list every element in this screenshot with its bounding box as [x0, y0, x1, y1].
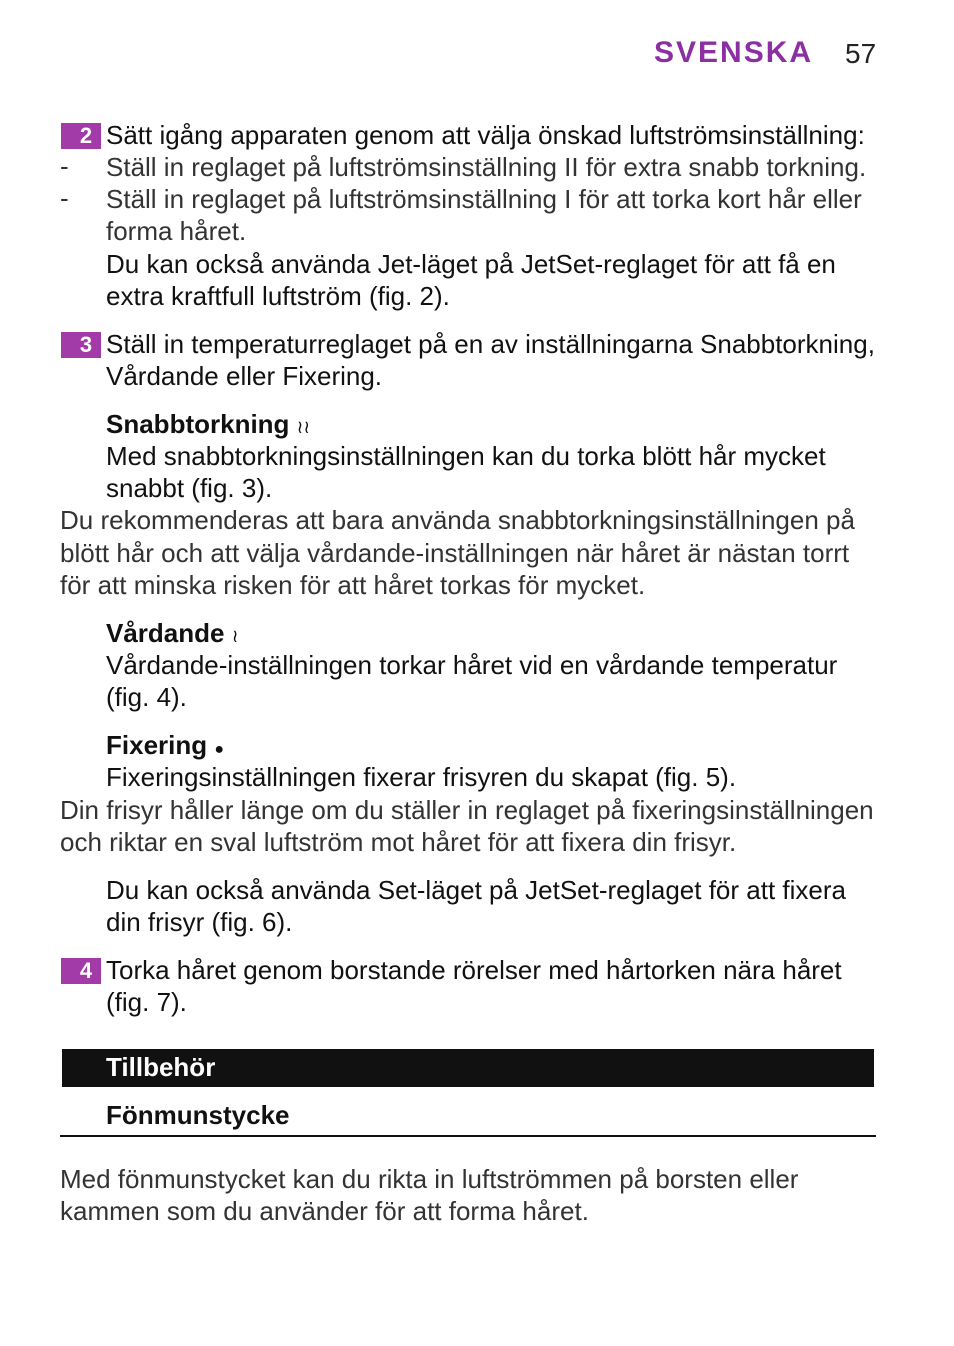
jet-note-line-1: Du kan också använda Jet-läget på JetSet-reglaget för att få en — [106, 249, 836, 279]
bullet-dash: - — [60, 183, 69, 213]
subsection-divider — [60, 1135, 876, 1137]
fix-hold-line-2: och riktar en sval luftström mot håret för att fixera din frisyr. — [60, 827, 737, 857]
page-number: 57 — [845, 38, 877, 69]
snabb-desc-line-1: Med snabbtorkningsinställningen kan du torka blött hår mycket — [106, 441, 826, 471]
step-badge-4: 4 — [61, 958, 101, 984]
recommend-line-3: för att minska risken för att håret torkas för mycket. — [60, 570, 646, 600]
closing-line-2: kammen som du använder för att forma håret. — [60, 1196, 589, 1226]
fix-desc-line-1: Fixeringsinställningen fixerar frisyren du skapat (fig. 5). — [106, 762, 737, 792]
step-4-line-2: (fig. 7). — [106, 987, 187, 1017]
double-wave-icon: ≀≀ — [296, 417, 311, 437]
bullet-2-line-1: Ställ in reglaget på luftströmsinställning I för att torka kort hår eller — [106, 184, 862, 214]
step-2-text: Sätt igång apparaten genom att välja önskad luftströmsinställning: — [106, 120, 865, 150]
step-badge-2: 2 — [61, 123, 101, 149]
vardande-heading: Vårdande ≀ — [106, 618, 239, 648]
step-3-line-1: Ställ in temperaturreglaget på en av inställningarna Snabbtorkning, — [106, 329, 875, 359]
fix-hold-line-1: Din frisyr håller länge om du ställer in reglaget på fixeringsinställningen — [60, 795, 874, 825]
bullet-1-line-1: Ställ in reglaget på luftströmsinställning II för extra snabb torkning. — [106, 152, 867, 182]
step-3-line-2: Vårdande eller Fixering. — [106, 361, 383, 391]
set-note-line-2: din frisyr (fig. 6). — [106, 907, 293, 937]
bullet-dash: - — [60, 151, 69, 181]
snabb-desc-line-2: snabbt (fig. 3). — [106, 473, 273, 503]
page-header-language: SVENSKA — [654, 36, 814, 69]
subsection-heading: Fönmunstycke — [106, 1100, 290, 1130]
jet-note-line-2: extra kraftfull luftström (fig. 2). — [106, 281, 450, 311]
bullet-2-line-2: forma håret. — [106, 216, 247, 246]
closing-line-1: Med fönmunstycket kan du rikta in luftströmmen på borsten eller — [60, 1164, 799, 1194]
recommend-line-2: blött hår och att välja vårdande-inställningen när håret är nästan torrt — [60, 538, 850, 568]
set-note-line-1: Du kan också använda Set-läget på JetSet-reglaget för att fixera — [106, 875, 846, 905]
vard-desc-line-1: Vårdande-inställningen torkar håret vid en vårdande temperatur — [106, 650, 838, 680]
snabbtorkning-heading: Snabbtorkning ≀≀ — [106, 409, 311, 439]
fixering-heading: Fixering ● — [106, 730, 225, 760]
section-title: Tillbehör — [106, 1052, 216, 1082]
step-badge-3: 3 — [61, 332, 101, 358]
single-wave-icon: ≀ — [231, 626, 239, 646]
dot-icon: ● — [214, 741, 225, 758]
recommend-line-1: Du rekommenderas att bara använda snabbtorkningsinställningen på — [60, 505, 855, 535]
step-4-line-1: Torka håret genom borstande rörelser med hårtorken nära håret — [106, 955, 842, 985]
vard-desc-line-2: (fig. 4). — [106, 682, 187, 712]
